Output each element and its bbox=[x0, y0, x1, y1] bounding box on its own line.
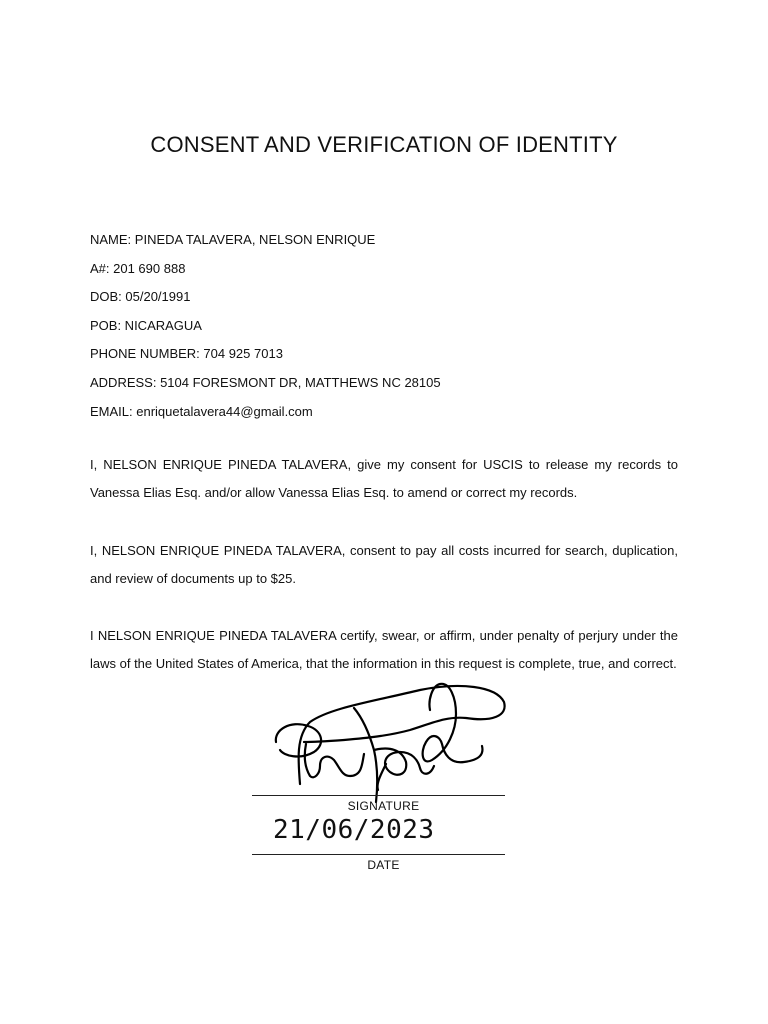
field-address: ADDRESS: 5104 FORESMONT DR, MATTHEWS NC 28105 bbox=[90, 374, 441, 390]
consent-release-paragraph: I, NELSON ENRIQUE PINEDA TALAVERA, give my consent for USCIS to release my records to Vanessa Elias Esq. and/or allow Vanessa Elias Esq. to amend or correct my records. bbox=[90, 457, 678, 501]
field-dob: DOB: 05/20/1991 bbox=[90, 289, 191, 305]
field-email: EMAIL: enriquetalavera44@gmail.com bbox=[90, 403, 313, 419]
field-pob: POB: NICARAGUA bbox=[90, 317, 202, 333]
handwritten-signature bbox=[270, 680, 510, 806]
date-line bbox=[252, 854, 505, 855]
perjury-certification-paragraph: I NELSON ENRIQUE PINEDA TALAVERA certify, swear, or affirm, under penalty of perjury under the laws of the United States of America, that the information in this request is complete, true, and correct. bbox=[90, 628, 678, 672]
identity-fields bbox=[90, 226, 680, 426]
field-name: NAME: PINEDA TALAVERA, NELSON ENRIQUE bbox=[90, 232, 376, 247]
consent-costs-paragraph: I, NELSON ENRIQUE PINEDA TALAVERA, consent to pay all costs incurred for search, duplication, and review of documents up to $25. bbox=[90, 543, 678, 587]
field-alien-number: A#: 201 690 888 bbox=[90, 260, 186, 276]
field-phone: PHONE NUMBER: 704 925 7013 bbox=[90, 346, 283, 362]
date-value: 21/06/2023 bbox=[273, 815, 435, 845]
document-title: CONSENT AND VERIFICATION OF IDENTITY bbox=[150, 132, 618, 157]
date-label: DATE bbox=[367, 858, 400, 872]
signature-label: SIGNATURE bbox=[347, 799, 420, 813]
signature-line bbox=[252, 795, 505, 796]
